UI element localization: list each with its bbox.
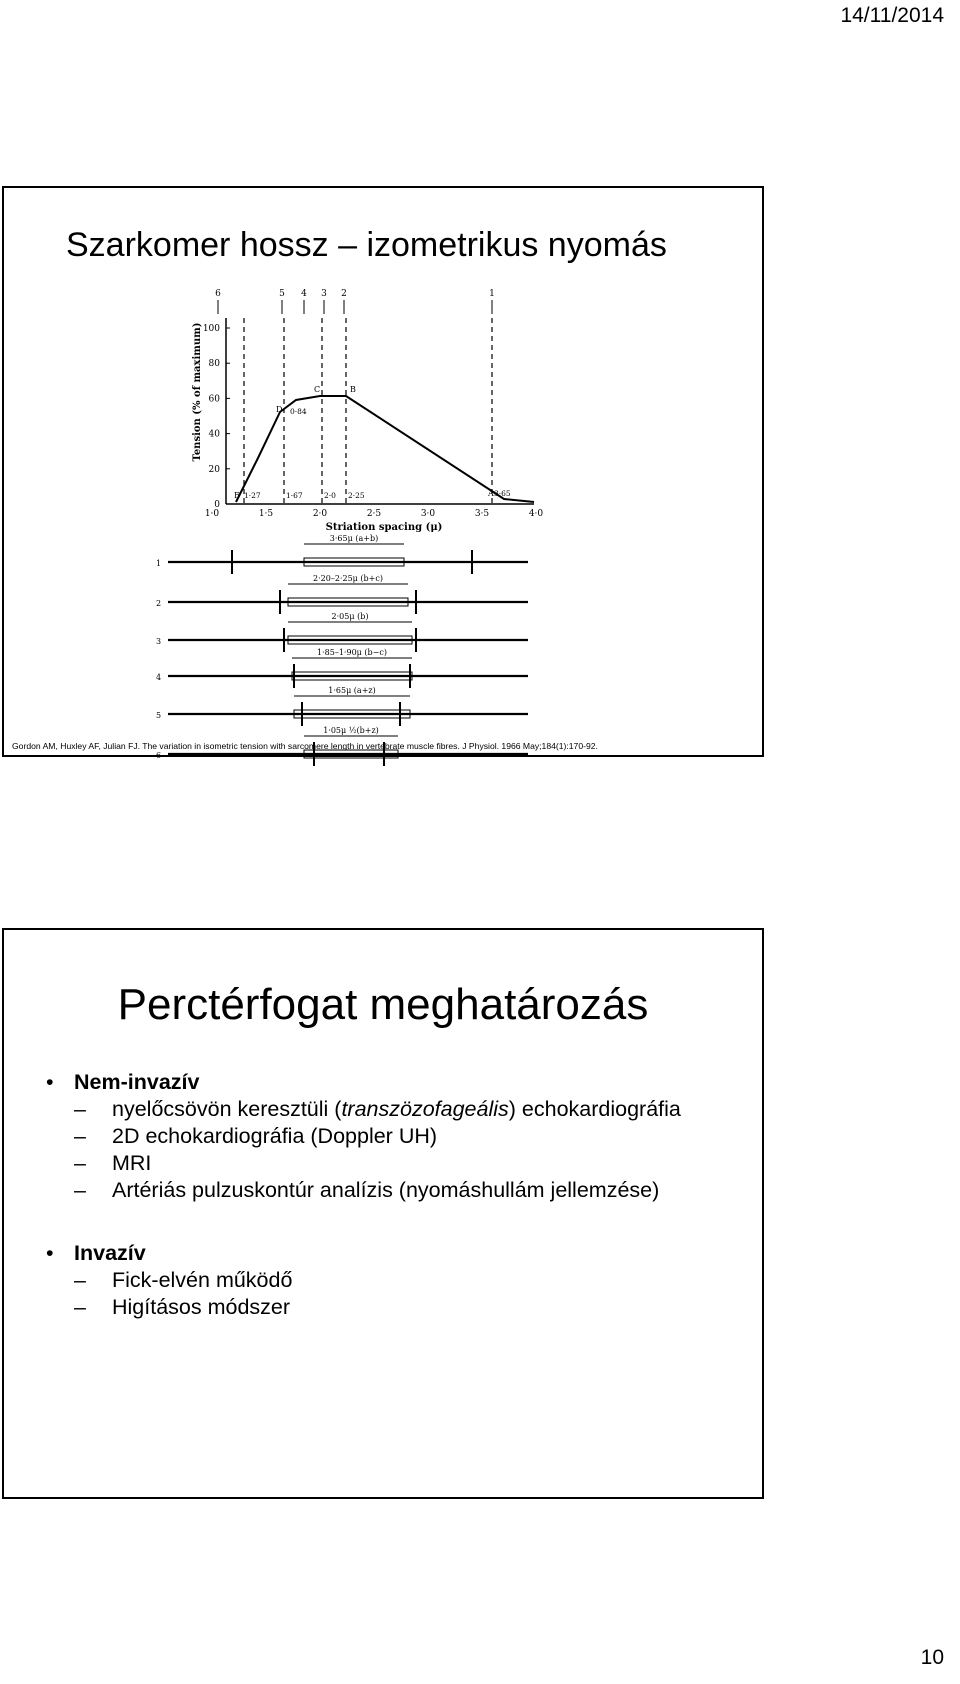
- y-axis-label: Tension (% of maximum): [192, 322, 203, 462]
- date-header: 14/11/2014: [840, 4, 944, 27]
- x-axis-label: Striation spacing (μ): [325, 522, 443, 533]
- mri-text: MRI: [112, 1150, 152, 1175]
- tee-text-b: ) echokardiográfia: [508, 1096, 681, 1121]
- dimension-label: 2·20–2·25μ (b+c): [313, 574, 383, 583]
- echo2d-text: 2D echokardiográfia (Doppler UH): [112, 1123, 438, 1148]
- page-number: 10: [920, 1646, 944, 1669]
- list-item: [44, 1096, 728, 1123]
- bullet-icon: •: [46, 1241, 54, 1266]
- y-tick-label: 80: [208, 359, 220, 370]
- y-tick-label: 40: [208, 429, 220, 440]
- point-b: B: [350, 385, 356, 394]
- row-number: 2: [156, 599, 162, 608]
- sarcomere-row: [156, 534, 528, 574]
- slide-title: Perctérfogat meghatározás: [117, 980, 649, 1029]
- row-number: 6: [156, 751, 162, 760]
- top-marker-label: 4: [301, 289, 307, 299]
- top-marker-label: 5: [279, 289, 285, 299]
- slide-title: Szarkomer hossz – izometrikus nyomás: [66, 226, 667, 264]
- row-number: 5: [156, 711, 162, 720]
- row-number: 1: [156, 559, 162, 568]
- invasive-heading: [44, 1240, 728, 1267]
- value-0-84: 0·84: [290, 407, 307, 416]
- slide-cardiac-output: [2, 928, 764, 1499]
- dash-icon: –: [74, 1150, 86, 1175]
- value-3-65: 3·65: [494, 489, 511, 498]
- dimension-label: 2·05μ (b): [331, 612, 369, 621]
- value-1-27: 1·27: [244, 491, 261, 500]
- list-item: [44, 1150, 728, 1177]
- sarcomere-row: [156, 612, 528, 652]
- list-item: [44, 1123, 728, 1150]
- tee-text-italic: transzözofageális: [341, 1096, 509, 1121]
- pulse-contour-text: Artériás pulzuskontúr analízis (nyomáshullám jellemzése): [112, 1177, 660, 1202]
- x-tick-label: 1·5: [258, 509, 274, 519]
- x-tick-label: 3·0: [420, 509, 436, 519]
- dimension-label: 3·65μ (a+b): [329, 534, 379, 543]
- top-marker-label: 3: [321, 289, 327, 299]
- fick-text: Fick-elvén működő: [112, 1268, 293, 1293]
- list-item: [44, 1267, 728, 1294]
- noninvasive-label: Nem-invazív: [74, 1070, 200, 1094]
- dilution-text: Higításos módszer: [112, 1295, 291, 1320]
- dash-icon: –: [74, 1268, 86, 1293]
- dimension-label: 1·05μ ½(b+z): [323, 726, 379, 735]
- sarcomere-row: [156, 648, 528, 688]
- sarcomere-row: [156, 574, 528, 614]
- sarcomere-row: [156, 686, 528, 726]
- row-number: 4: [156, 673, 162, 682]
- dash-icon: –: [74, 1295, 86, 1320]
- value-2-0: 2·0: [324, 491, 336, 500]
- point-a: A: [488, 489, 494, 498]
- method-list: [44, 1066, 728, 1321]
- dimension-label: 1·65μ (a+z): [328, 686, 376, 695]
- list-item: [44, 1177, 728, 1204]
- invasive-label: Invazív: [74, 1241, 146, 1266]
- x-tick-label: 4·0: [528, 509, 544, 519]
- top-marker-label: 1: [489, 289, 495, 299]
- x-tick-label: 1·0: [204, 509, 220, 519]
- dash-icon: –: [74, 1096, 86, 1121]
- noninvasive-heading: [44, 1069, 728, 1096]
- dash-icon: –: [74, 1177, 86, 1202]
- top-marker-label: 6: [215, 289, 221, 299]
- x-tick-label: 2·5: [366, 509, 382, 519]
- value-1-67: 1·67: [286, 491, 303, 500]
- tee-text-a: nyelőcsövön keresztüli (: [112, 1096, 342, 1121]
- list-item: [44, 1294, 728, 1321]
- y-tick-label: 0: [214, 500, 220, 510]
- y-tick-label: 20: [208, 464, 220, 475]
- x-tick-label: 3·5: [474, 509, 490, 519]
- value-2-25: 2·25: [348, 491, 365, 500]
- y-tick-label: 100: [202, 324, 220, 334]
- point-d: D: [276, 405, 283, 414]
- slide-sarcomere: [2, 186, 764, 760]
- citation: Gordon AM, Huxley AF, Julian FJ. The variation in isometric tension with sarcomere length in vertebrate muscle fibres. J Physiol. 1966 May;184(1):170-92.: [12, 741, 598, 751]
- bullet-icon: •: [46, 1070, 54, 1094]
- row-number: 3: [156, 637, 162, 646]
- point-e: E: [234, 491, 240, 500]
- top-marker-label: 2: [341, 289, 347, 299]
- dimension-label: 1·85–1·90μ (b−c): [317, 648, 387, 657]
- dash-icon: –: [74, 1123, 86, 1148]
- point-c: C: [314, 385, 321, 394]
- y-tick-label: 60: [208, 394, 220, 405]
- x-tick-label: 2·0: [312, 509, 328, 519]
